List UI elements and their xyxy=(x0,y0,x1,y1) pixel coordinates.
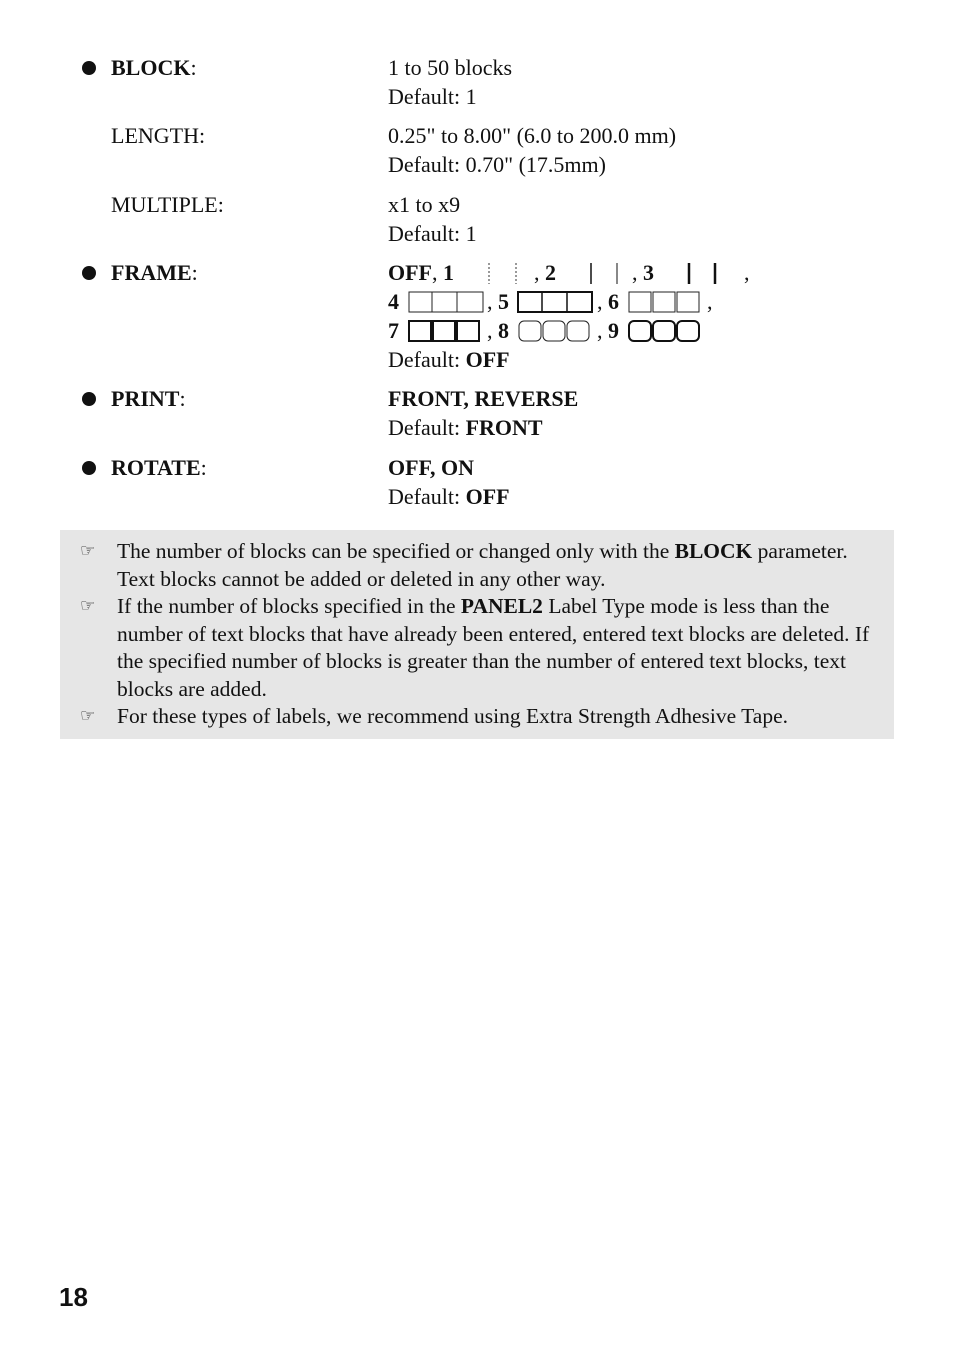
frame-style-1-icon xyxy=(474,260,534,286)
frame-style-3-icon xyxy=(664,260,744,286)
frame-options-row-3: 7 , 8 , 9 xyxy=(388,316,750,345)
param-value-length xyxy=(388,121,676,179)
frame-off: OFF xyxy=(388,260,432,285)
param-label-rotate: ROTATE: xyxy=(111,455,207,480)
frame-style-4-icon xyxy=(405,289,487,315)
frame-style-8-icon xyxy=(515,318,597,344)
bullet-icon xyxy=(82,266,96,280)
note-box xyxy=(60,530,894,739)
bullet-icon xyxy=(82,61,96,75)
frame-num-2: 2 xyxy=(545,260,556,285)
param-value-block xyxy=(388,53,512,111)
frame-num-3: 3 xyxy=(643,260,654,285)
pointing-hand-icon: ☞ xyxy=(80,541,96,561)
frame-num-4: 4 xyxy=(388,289,399,314)
bullet-icon xyxy=(82,392,96,406)
param-value-frame xyxy=(388,258,750,374)
frame-style-7-icon xyxy=(405,318,487,344)
param-default: Default: 0.70" (17.5mm) xyxy=(388,152,606,177)
param-default: Default: OFF xyxy=(388,347,510,372)
param-value-rotate xyxy=(388,453,510,511)
param-range: 0.25" to 8.00" (6.0 to 200.0 mm) xyxy=(388,123,677,148)
frame-style-9-icon xyxy=(625,318,707,344)
frame-options-row-2: 4 , 5 , 6 , xyxy=(388,289,713,314)
frame-num-9: 9 xyxy=(608,318,619,343)
param-label-length: LENGTH: xyxy=(111,123,206,148)
frame-style-5-icon xyxy=(515,289,597,315)
bullet-icon xyxy=(82,461,96,475)
frame-num-7: 7 xyxy=(388,318,399,343)
param-range: OFF, ON xyxy=(388,455,474,480)
note-text: For these types of labels, we recommend using Extra Strength Adhesive Tape. xyxy=(117,704,789,728)
page-number: 18 xyxy=(59,1282,88,1312)
pointing-hand-icon: ☞ xyxy=(80,706,96,726)
frame-num-8: 8 xyxy=(498,318,509,343)
param-value-multiple xyxy=(388,190,477,248)
frame-options-row-1: OFF , 1 , 2 , 3 , xyxy=(388,260,750,285)
param-default: Default: 1 xyxy=(388,221,477,246)
frame-num-6: 6 xyxy=(608,289,619,314)
param-label-frame: FRAME: xyxy=(111,260,198,285)
note-text: The number of blocks can be specified or changed only with the BLOCK parameter. Text blocks cannot be added or deleted in any other way. xyxy=(117,539,848,591)
frame-style-2-icon xyxy=(566,260,632,286)
param-value-print xyxy=(388,384,578,442)
param-default: Default: 1 xyxy=(388,84,477,109)
param-label-print: PRINT: xyxy=(111,386,186,411)
note-text: If the number of blocks specified in the PANEL2 Label Type mode is less than the number of text blocks that have already been entered, entered text blocks are deleted. If the specified number of blocks is greater than the number of entered text blocks, text blocks are added. xyxy=(117,594,870,701)
param-default: Default: OFF xyxy=(388,484,510,509)
param-label-block: BLOCK: xyxy=(111,55,197,80)
param-range: x1 to x9 xyxy=(388,192,461,217)
param-range: 1 to 50 blocks xyxy=(388,55,513,80)
frame-style-6-icon xyxy=(625,289,707,315)
param-label-multiple: MULTIPLE: xyxy=(111,192,224,217)
frame-num-5: 5 xyxy=(498,289,509,314)
param-default: Default: FRONT xyxy=(388,415,543,440)
pointing-hand-icon: ☞ xyxy=(80,596,96,616)
frame-num-1: 1 xyxy=(443,260,454,285)
param-range: FRONT, REVERSE xyxy=(388,386,579,411)
